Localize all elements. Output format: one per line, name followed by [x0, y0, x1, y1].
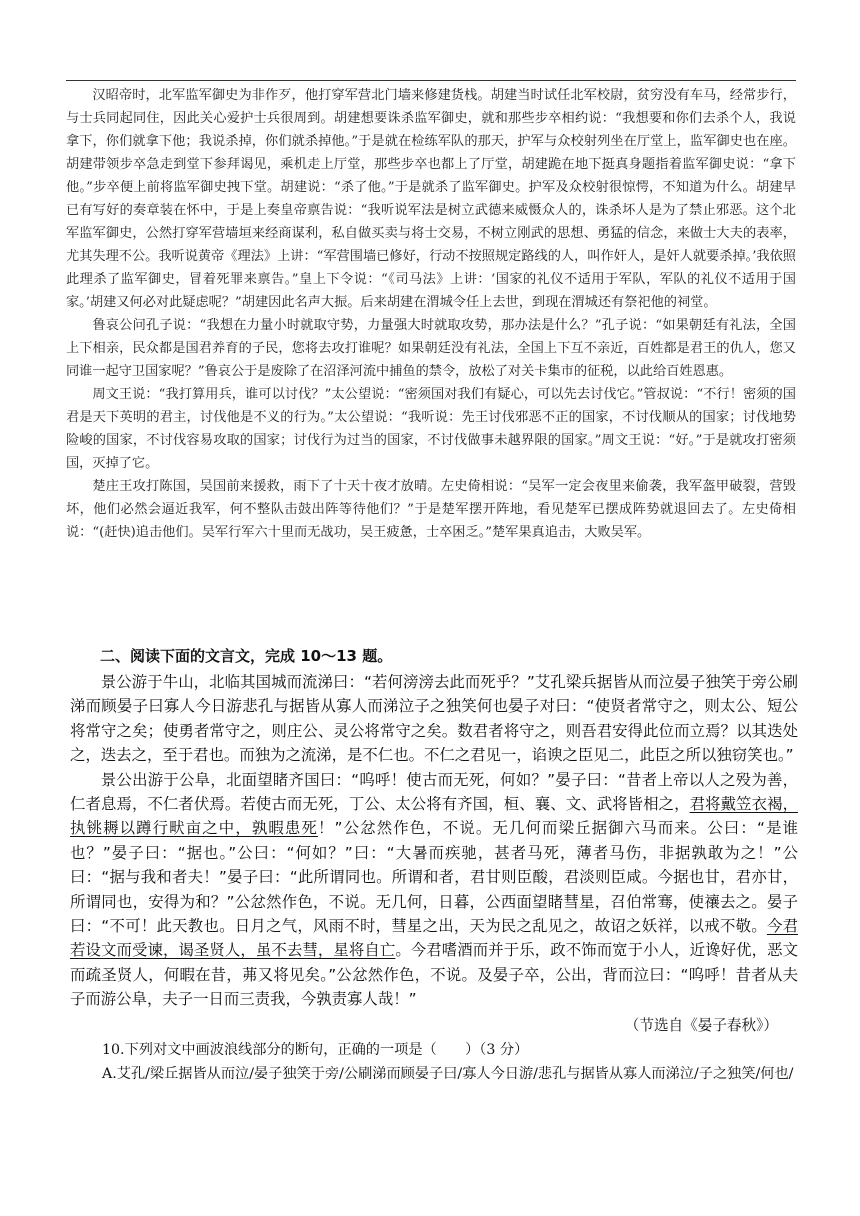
translation-paragraph: 鲁哀公问孔子说：“我想在力量小时就取守势，力量强大时就取攻势，那办法是什么？”孔子说：“如果朝廷有礼法，全国上下相亲，民众都是国君养育的子民，您将去攻打谁呢？如果朝廷没有礼法，全国上下互不亲近，百姓都是君王的仇人，您又同谁一起守卫国家呢？”鲁哀公于是废除了在沼泽河流中捕鱼的禁令，放松了对关卡集市的征税，以此给百姓恩惠。 — [66, 318, 796, 379]
translation-paragraph: 周文王说：“我打算用兵，谁可以讨伐？”太公望说：“密须国对我们有疑心，可以先去讨伐它。”管叔说：“不行！密须的国君是天下英明的君主，讨伐他是不义的行为。”太公望说：“我听说：先王讨伐邪恶不正的国家，不讨伐顺从的国家；讨伐地势险峻的国家，不讨伐容易攻取的国家；讨伐行为过当的国家，不讨伐做事未越界限的国家。”周文王说：“好。”于是就攻打密须国，灭掉了它。 — [66, 387, 796, 471]
text-segment: 景公出游于公阜，北面望睹齐国曰：“呜呼！使古而无死，何如？”晏子曰：“昔者上帝以人之殁为善，仁者息焉，不仁者伏焉。若使古而无死，丁公、太公将有齐国，桓、襄、文、武将皆相之， — [70, 770, 798, 814]
option-a: A.艾孔/梁丘据皆从而泣/晏子独笑于旁/公刷涕而顾晏子曰/寡人今日游/悲孔与据皆从寡人而涕泣/子之独笑/何也/ — [102, 1065, 794, 1082]
translation-paragraph: 汉昭帝时，北军监军御史为非作歹，他打穿军营北门墙来修建货栈。胡建当时试任北军校尉，贫穷没有车马，经常步行，与士兵同起同住，因此关心爱护士兵很周到。胡建想要诛杀监军御史，就和那些步卒相约说：“我想要和你们去杀个人，我说拿下，你们就拿下他；我说杀掉，你们就杀掉他。”于是就在检练军队的那天，护军与众校射列坐在厅堂上，监军御史也在座。胡建带领步卒急走到堂下参拜谒见，乘机走上厅堂，那些步卒也都上了厅堂，胡建跪在地下挺真身题指着监军御史说：“拿下他。”步卒便上前将监军御史拽下堂。胡建说：“杀了他。”于是就杀了监军御史。护军及众校射很惊愕，不知道为什么。胡建早已有写好的奏章装在怀中，于是上奏皇帝禀告说：“我听说军法是树立武德来威慑众人的，诛杀坏人是为了禁止邪恶。这个北军监军御史，公然打穿军营墙垣来经商谋利，私自做买卖与将士交易，不树立刚武的思想、勇猛的信念，来做士大夫的表率，尤其失理不公。我听说黄帝《理法》上讲：“军营围墙已修好，行动不按照规定路线的人，叫作奸人，是奸人就要杀掉。’我依照此理杀了监军御史，冒着死罪来禀告。”皇上下令说：“《司马法》上讲：‘国家的礼仪不适用于军队，军队的礼仪不适用于国家。’胡建又何必对此疑虑呢？”胡建因此名声大振。后来胡建在渭城令任上去世，到现在渭城还有祭祀他的祠堂。 — [66, 88, 796, 310]
source-citation: （节选自《晏子春秋》） — [624, 1016, 778, 1034]
text-segment: ！”公忿然作色，不说。无几何而梁丘据御六马而来。公曰：“是谁也？”晏子曰：“据也。”公曰：“何如？”曰：“大暑而疾驰，甚者马死，薄者马伤，非据孰敢为之！”公曰：“据与我和者夫！”晏子曰：“此所谓同也。所谓和者，君甘则臣酸，君淡则臣咸。今据也甘，君亦甘，所谓同也，安得为和？”公忿然作色，不说。无几何，日暮，公西面望睹彗星，召伯常骞，使禳去之。晏子曰：“不可！此天教也。日月之气，风雨不时，彗星之出，天为民之乱见之，故诏之妖祥，以戒不敬。 — [70, 819, 798, 936]
question-10: 10.下列对文中画波浪线部分的断句，正确的一项是（ ）（3 分） — [102, 1041, 529, 1058]
underlined-sentence: 君将戴笠衣褐，执铫耨以蹲行畎亩之中，孰暇患死 — [70, 795, 798, 838]
classical-paragraph: 景公游于牛山，北临其国城而流涕曰：“若何滂滂去此而死乎？”艾孔梁兵据皆从而泣晏子独笑于旁公刷涕而顾晏子曰寡人今日游悲孔与据皆从寡人而涕泣子之独笑何也晏子对曰：“使贤者常守之，则太公、短公将常守之矣；使勇者常守之，则庄公、灵公将常守之矣。数君者将守之，则吾君安得此位而立焉？以其迭处之，迭去之，至于君也。而独为之流涕，是不仁也。不仁之君见一，谄谀之臣见二，此臣之所以独窃笑也。” — [70, 673, 798, 765]
header-rule — [66, 80, 796, 81]
translation-paragraph: 楚庄王攻打陈国，吴国前来援救，雨下了十天十夜才放晴。左史倚相说：“吴军一定会夜里来偷袭，我军盔甲破裂，营毁坏，他们必然会逼近我军，何不整队击鼓出阵等待他们？”于是楚军摆开阵地，看见楚军已摆成阵势就退回去了。左史倚相说：“(赶快)追击他们。吴军行军六十里而无战功，吴王疲惫，士卒困乏。”楚军果真追击，大败吴军。 — [66, 479, 796, 540]
reading-section — [70, 644, 798, 1086]
text-segment: 。今君嗜酒而并于乐，政不饰而宽于小人，近谗好优，恶文而疏圣贤人，何暇在昔，茀又将见矣。”公忿然作色，不说。及晏子卒，公出，背而泣曰：“呜呼！昔者从夫子而游公阜，夫子一日而三责我，今孰责寡人哉！” — [70, 941, 798, 1009]
classical-text — [70, 670, 798, 1012]
section-title: 二、阅读下面的文言文，完成 10～13 题。 — [100, 647, 393, 665]
translation-block — [66, 84, 796, 544]
underlined-sentence: 今君若设文而受谏，谒圣贤人，虽不去彗，星将自亡 — [70, 917, 798, 960]
classical-paragraph — [70, 768, 798, 1012]
